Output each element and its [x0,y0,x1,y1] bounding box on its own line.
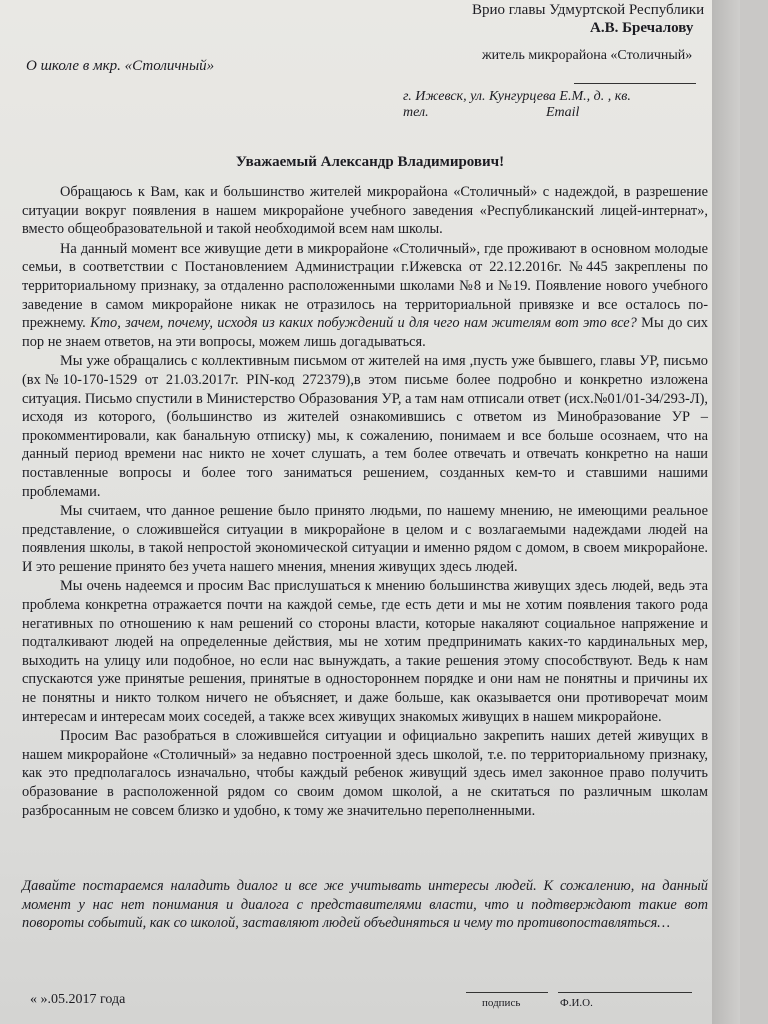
letter-date: « ».05.2017 года [30,992,126,1007]
recipient-name: А.В. Бречалову [590,20,694,36]
resident-name-blank [574,83,696,84]
signature-label: подпись [482,997,521,1009]
paragraph-2 [22,240,708,352]
signature-line [466,992,548,993]
letter-body [22,183,708,821]
paragraph-2-question: Кто, зачем, почему, исходя из каких побуждений и для чего нам жителям вот это все? [90,315,637,332]
sender-email-label: Email [546,105,580,120]
name-label: Ф.И.О. [560,997,593,1009]
paragraph-3: Мы уже обращались с коллективным письмом от жителей на имя ,пусть уже бывшего, главы УР, письмо (вх№10-170-1529 от 21.03.2017г. PIN-код 272379),в этом письме более подробно и конкретно изложена ситуация. Письмо спустили в Министерство Образования УР, а там нам отписали ответ (исх.№01/01-34/293-Л), исходя из которого, (большинство из жителей ознакомившись с ответом из Минобразование УР – прокомментировали, как банальную отписку) мы, к сожалению, понимаем и все больше осознаем, что на данный период времени нас никто не хочет слушать, а тем более отвечать и отвечать конкретно на наши поставленные вопросы и более того заниматься решением, созданных кем-то и ставшими нашими проблемами. [22,353,708,500]
sender-phone-label: тел. [403,105,429,120]
paragraph-2-text: На данный момент все живущие дети в микрорайоне «Столичный», где проживают в основном молодые семьи, в соответствии с Постановлением Администрации г.Ижевска от 22.12.2016г. №445 закреплены по территориальному признаку, за отдаленно расположенными школами №8 и №19. Появление нового учебного заведение в самом микрорайоне никак не отразилось на территориальной привязке и все осталось по-прежнему. [22,240,708,332]
paragraph-1: Обращаюсь к Вам, как и большинство жителей микрорайона «Столичный» с надеждой, в разрешение ситуации вокруг появления в нашем микрорайоне учебного заведения «Республиканский лицей-интернат», вместо общеобразовательной и такой необходимой всем нам школы. [22,184,708,238]
recipient-title: Врио главы Удмуртской Республики [472,2,705,18]
closing-remark: Давайте постараемся наладить диалог и все же учитывать интересы людей. К сожалению, на данный момент у нас нет понимания и диалога с представителями власти, что и подтверждают такие вот повороты событий, как со школой, заставляют людей объединяться и чему то противопоставляться… [22,878,708,932]
paragraph-5: Мы очень надеемся и просим Вас прислушаться к мнению большинства живущих здесь людей, ведь эта проблема конкретна отражается почти на каждой семье, где есть дети и мы не хотим появления такого рода негативных по отношению к нам решений со стороны власти, которые накаляют социальное напряжение и подталкивают людей на определенные действия, мы не хотим предпринимать каких-то кардинальных мер, выходить на улицу или подобное, но если нас вынуждать, а такие решения этому способствуют. Ведь к нам спускаются уже принятые решения, принятые в одностороннем порядке и они нам не понятны и причины их не понятны и никто толком ничего не объясняет, и даже больше, как оказывается они противоречат моим интересам и интересам моих соседей, а также всех живущих знакомых живущих в нашем микрорайоне. [22,578,708,725]
letter-subject: О школе в мкр. «Столичный» [26,58,215,74]
sender-address: г. Ижевск, ул. Кунгурцева Е.М., д. , кв. [403,89,631,104]
greeting: Уважаемый Александр Владимирович! [235,154,505,170]
paragraph-6: Просим Вас разобраться в сложившейся ситуации и официально закрепить наших детей живущих в нашем микрорайоне «Столичный» за недавно построенной здесь школой, т.е. по территориальному признаку, как это предполагалось изначально, чтобы каждый ребенок живущий здесь имел законное право получить образование в расположенной рядом со своим домом школой, а не скитаться по различным школам разбросанным не совсем близко и удобно, к тому же значительно переполненными. [22,728,708,819]
paragraph-2-end: Мы до сих пор не знаем ответов, на эти вопросы, можем лишь догадываться. [22,315,708,350]
resident-line: житель микрорайона «Столичный» [482,48,693,63]
name-line [558,992,692,993]
paragraph-4: Мы считаем, что данное решение было принято людьми, по нашему мнению, не имеющими реальное представление, о сложившейся ситуации в микрорайоне в целом и с возлагаемыми надеждами людей на появления школы, в такой непростой экономической ситуации и именно рядом с домом, в своем микрорайоне. И это решение принято без учета нашего мнения, мнения живущих здесь людей. [22,503,708,575]
